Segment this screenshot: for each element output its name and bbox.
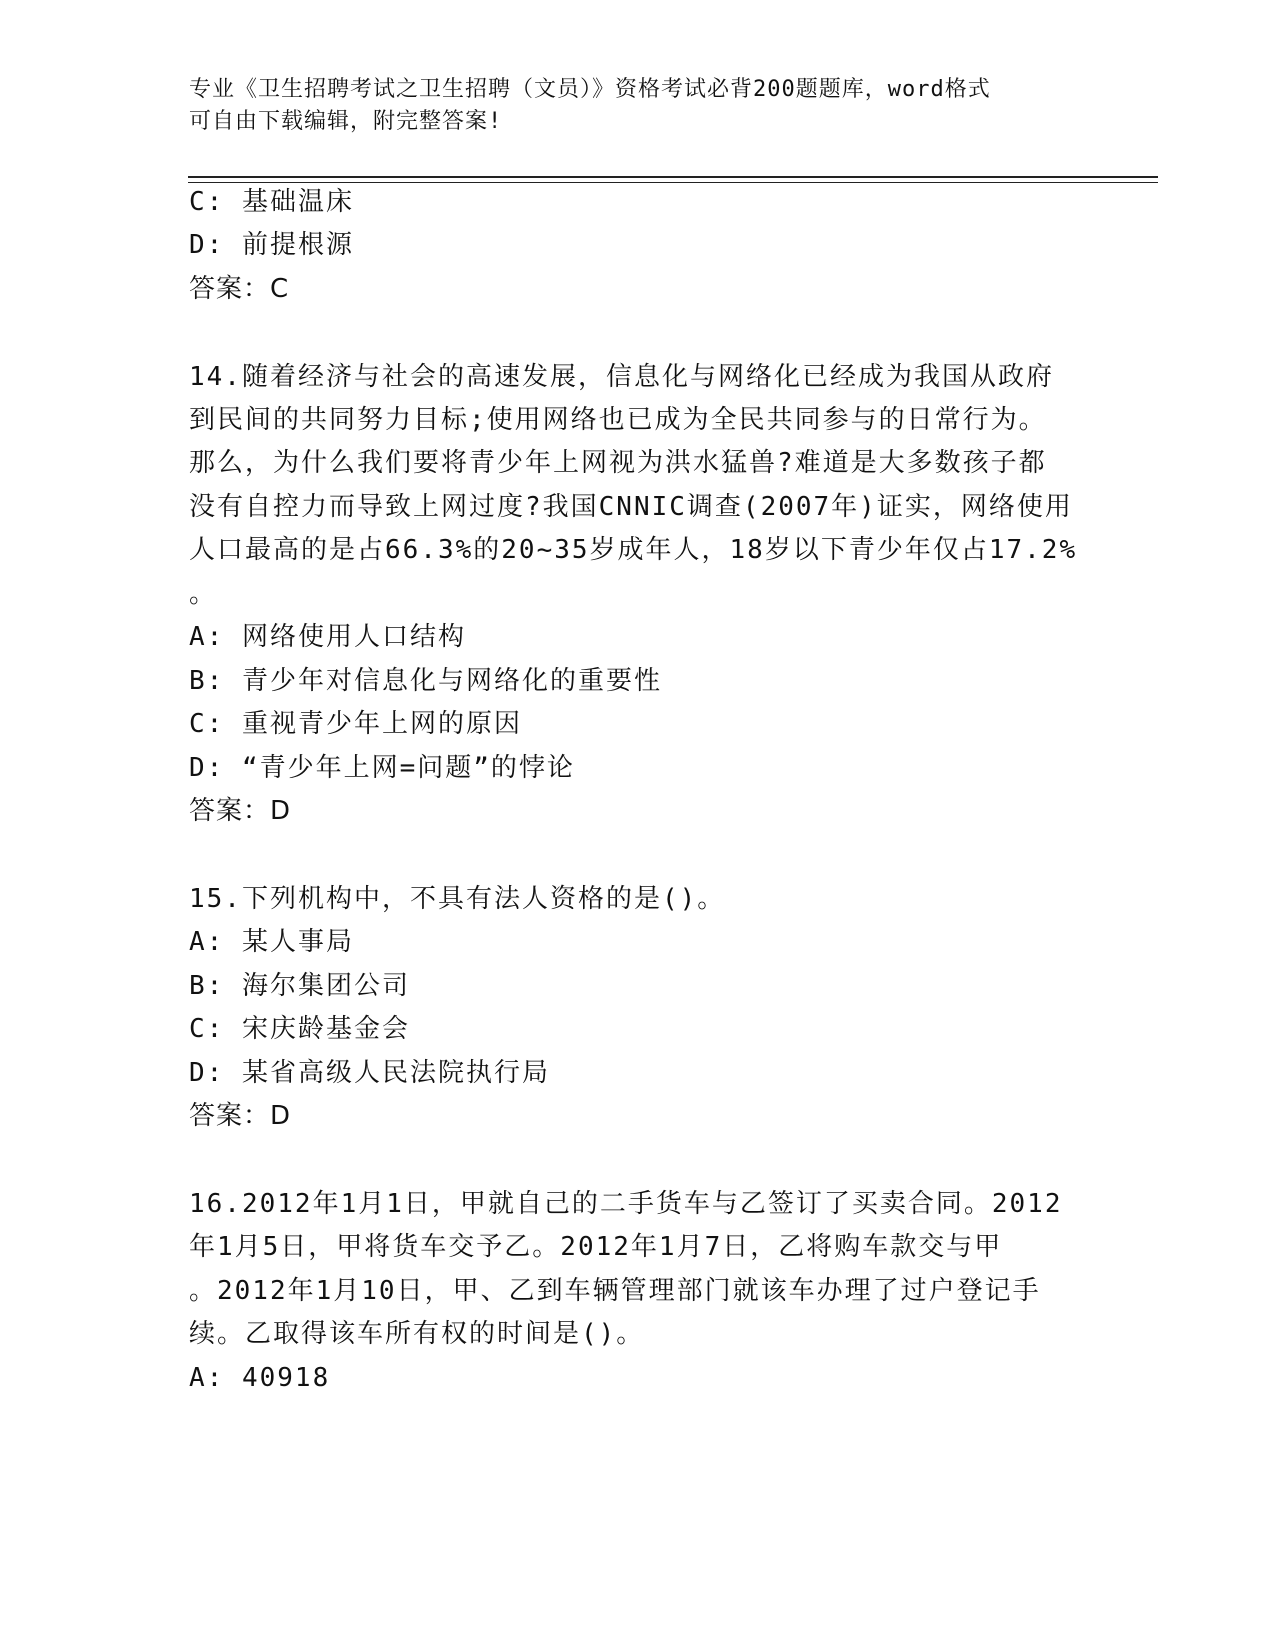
q14-stem-line-2: 到民间的共同努力目标;使用网络也已成为全民共同参与的日常行为。 <box>189 405 1047 435</box>
q14-option-b: B: 青少年对信息化与网络化的重要性 <box>189 666 662 696</box>
q13-option-d: D: 前提根源 <box>189 230 354 260</box>
q15-option-d: D: 某省高级人民法院执行局 <box>189 1058 550 1088</box>
header-divider-thin <box>188 182 1158 183</box>
q16-stem-line-3: 。2012年1月10日，甲、乙到车辆管理部门就该车办理了过户登记手 <box>189 1276 1041 1306</box>
q15-stem-line-1: 15.下列机构中，不具有法人资格的是()。 <box>189 884 726 914</box>
q14-stem-line-5: 人口最高的是占66.3%的20~35岁成年人，18岁以下青少年仅占17.2% <box>189 535 1078 565</box>
q14-option-c: C: 重视青少年上网的原因 <box>189 709 522 739</box>
header-title-line-1: 专业《卫生招聘考试之卫生招聘（文员）》资格考试必背200题题库，word格式 <box>189 77 991 102</box>
q14-stem-line-6: 。 <box>189 579 218 609</box>
q16-stem-line-1: 16.2012年1月1日，甲就自己的二手货车与乙签订了买卖合同。2012 <box>189 1189 1063 1219</box>
header-title-line-2: 可自由下载编辑，附完整答案! <box>189 109 503 134</box>
q13-option-c: C: 基础温床 <box>189 187 354 217</box>
q15-option-b: B: 海尔集团公司 <box>189 971 410 1001</box>
q16-option-a: A: 40918 <box>189 1363 331 1393</box>
q14-answer: 答案：D <box>189 796 292 826</box>
q15-option-a: A: 某人事局 <box>189 927 354 957</box>
q15-option-c: C: 宋庆龄基金会 <box>189 1014 410 1044</box>
header-divider-thick <box>188 176 1158 178</box>
q16-stem-line-4: 续。乙取得该车所有权的时间是()。 <box>189 1319 645 1349</box>
document-header <box>189 74 1069 138</box>
q14-stem-line-3: 那么，为什么我们要将青少年上网视为洪水猛兽?难道是大多数孩子都 <box>189 448 1047 478</box>
q16-stem-line-2: 年1月5日，甲将货车交予乙。2012年1月7日，乙将购车款交与甲 <box>189 1232 1003 1262</box>
q13-answer: 答案：C <box>189 274 290 304</box>
q15-answer: 答案：D <box>189 1101 292 1131</box>
q14-option-d: D: “青少年上网=问题”的悖论 <box>189 753 575 783</box>
q14-option-a: A: 网络使用人口结构 <box>189 622 466 652</box>
q14-stem-line-1: 14.随着经济与社会的高速发展，信息化与网络化已经成为我国从政府 <box>189 362 1054 392</box>
q14-stem-line-4: 没有自控力而导致上网过度?我国CNNIC调查(2007年)证实，网络使用 <box>189 492 1073 522</box>
